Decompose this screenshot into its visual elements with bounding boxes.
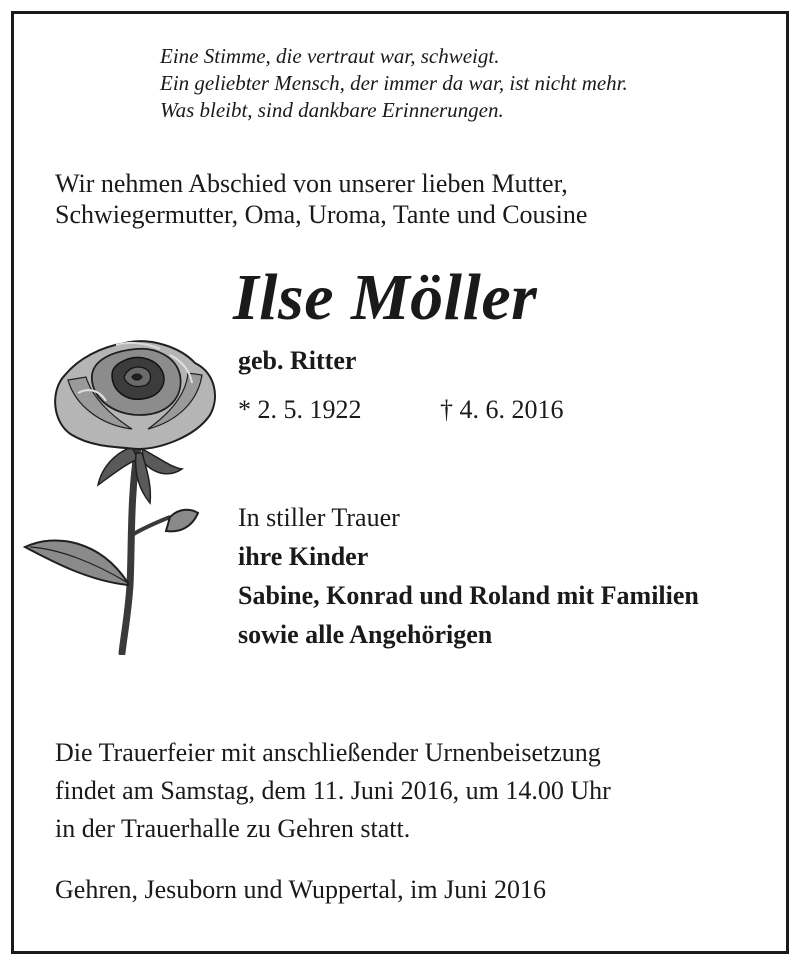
funeral-line: findet am Samstag, dem 11. Juni 2016, um 14.00 Uhr <box>55 776 611 805</box>
maiden-name: geb. Ritter <box>238 346 357 375</box>
intro-line: Wir nehmen Abschied von unserer lieben Mutter, <box>55 169 568 198</box>
intro-text <box>55 168 587 230</box>
deceased-name: Ilse Möller <box>233 261 538 334</box>
intro-line: Schwiegermutter, Oma, Uroma, Tante und Cousine <box>55 200 588 229</box>
poem-line: Eine Stimme, die vertraut war, schweigt. <box>160 44 500 68</box>
poem-line: Ein geliebter Mensch, der immer da war, ist nicht mehr. <box>160 71 628 95</box>
mourners-line: sowie alle Angehörigen <box>238 620 493 649</box>
mourners-heading: In stiller Trauer <box>238 503 400 532</box>
funeral-line: in der Trauerhalle zu Gehren statt. <box>55 814 411 843</box>
mourners-line: ihre Kinder <box>238 542 369 571</box>
place-and-date: Gehren, Jesuborn und Wuppertal, im Juni 2016 <box>55 875 546 904</box>
rose-icon <box>20 335 225 655</box>
funeral-info <box>55 734 611 848</box>
poem-line: Was bleibt, sind dankbare Erinnerungen. <box>160 98 504 122</box>
mourners <box>238 498 699 654</box>
mourners-line: Sabine, Konrad und Roland mit Familien <box>238 581 699 610</box>
funeral-line: Die Trauerfeier mit anschließender Urnenbeisetzung <box>55 738 601 767</box>
birth-date: * 2. 5. 1922 <box>238 395 362 424</box>
life-dates <box>238 395 564 425</box>
death-date: † 4. 6. 2016 <box>440 395 564 424</box>
poem <box>160 43 628 124</box>
